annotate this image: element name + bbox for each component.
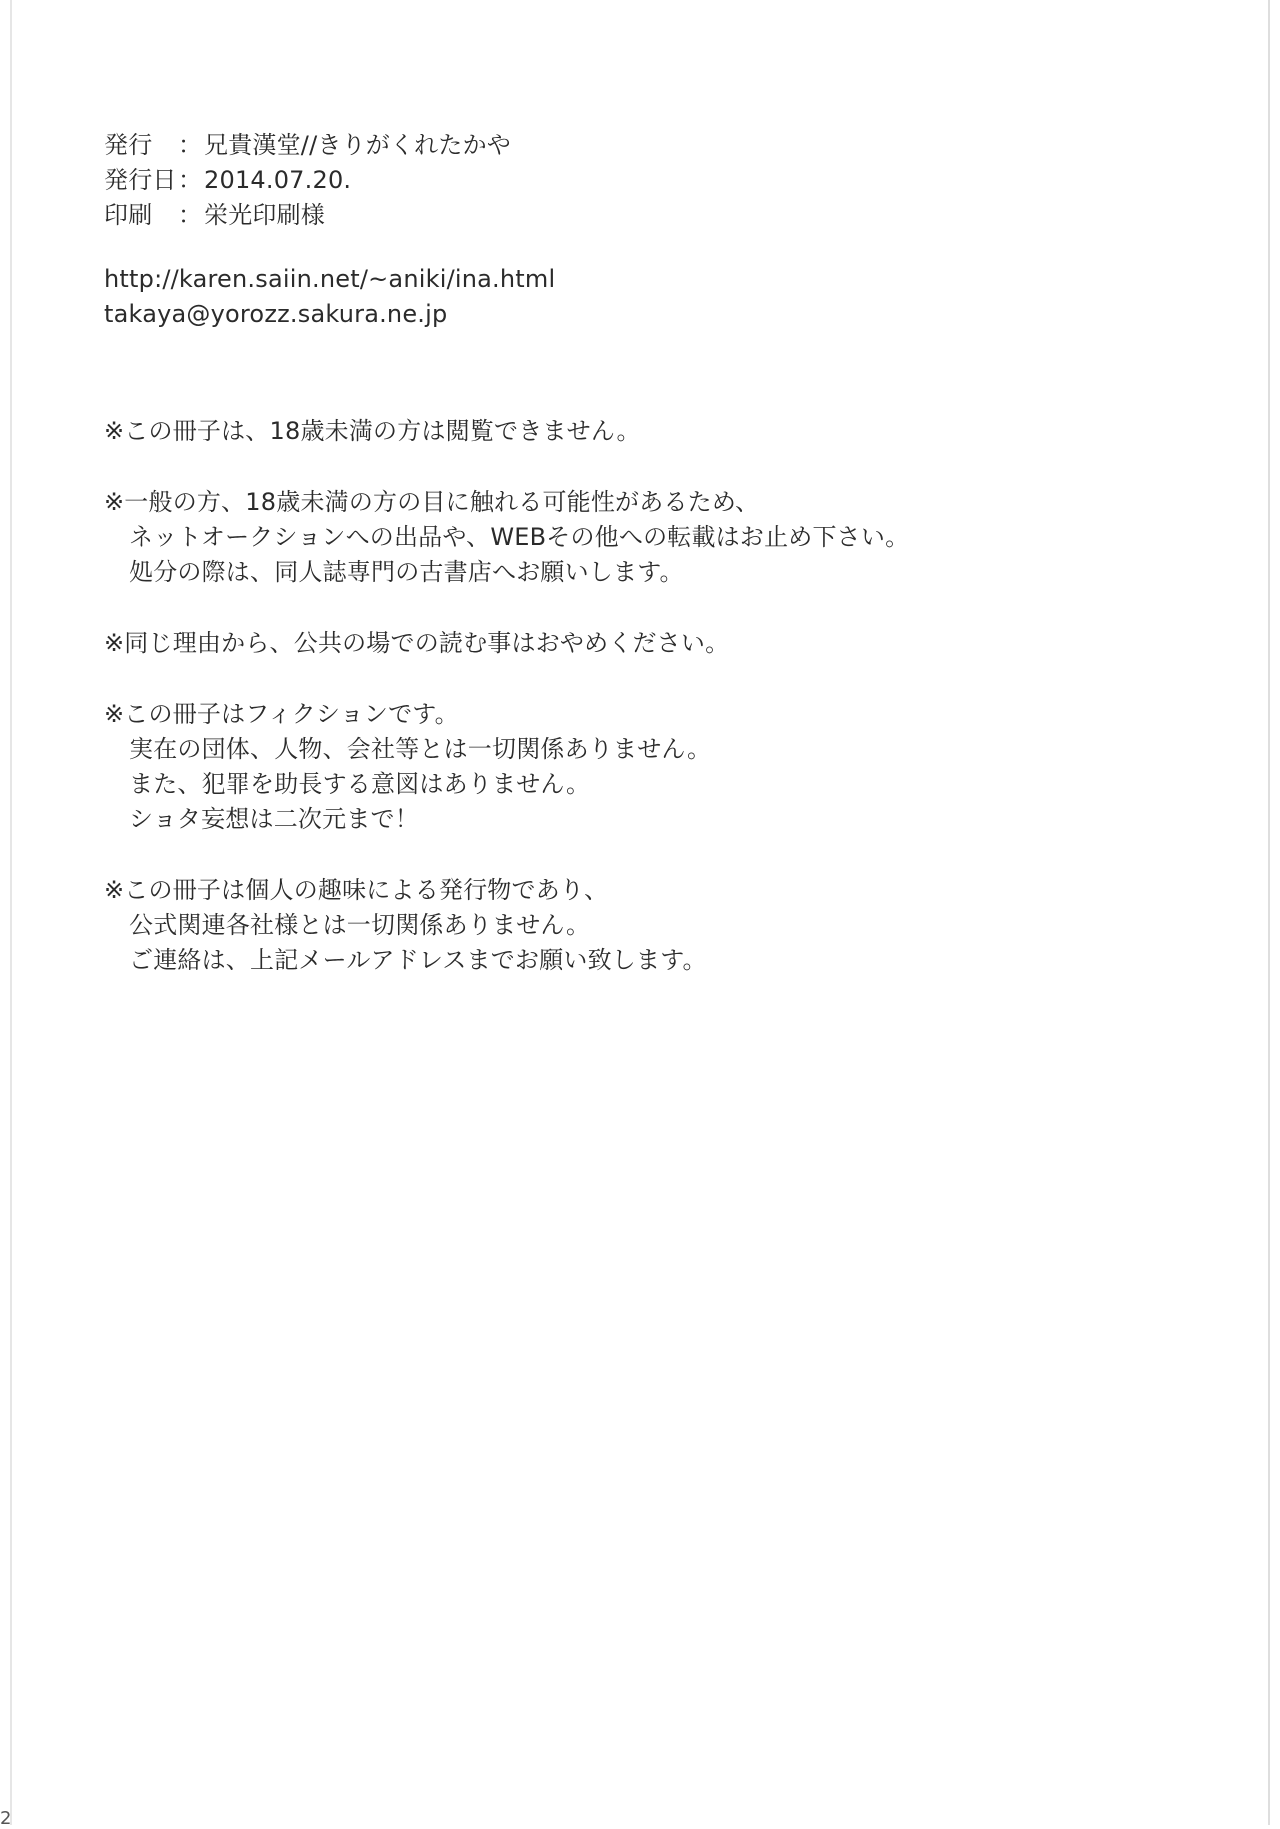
notice-block — [104, 697, 1204, 837]
colophon-publisher-label: 発行 — [104, 131, 153, 159]
notice-line: ※この冊子は個人の趣味による発行物であり、 — [104, 876, 609, 904]
notice-line: ご連絡は、上記メールアドレスまでお願い致します。 — [129, 946, 707, 974]
colophon-date-label: 発行日 — [104, 166, 177, 194]
colophon-date-row — [104, 163, 1204, 198]
colophon-publisher-value: 兄貴漢堂//きりがくれたかや — [204, 131, 511, 159]
colophon-publisher-separator: ： — [178, 131, 203, 159]
colophon-printer-row — [104, 198, 1204, 233]
notice-block — [104, 626, 1204, 661]
notice-line: ※この冊子はフィクションです。 — [104, 700, 459, 728]
colophon-printer-label: 印刷 — [104, 201, 153, 229]
notice-line: 処分の際は、同人誌専門の古書店へお願いします。 — [129, 558, 684, 586]
colophon-date-separator: ： — [178, 166, 203, 194]
website-url: http://karen.saiin.net/~aniki/ina.html — [104, 265, 556, 293]
notice-line: 実在の団体、人物、会社等とは一切関係ありません。 — [129, 735, 712, 763]
email-address: takaya@yorozz.sakura.ne.jp — [104, 300, 448, 328]
page-edge-right — [1268, 0, 1270, 1825]
contact-info — [104, 262, 1204, 332]
notice-line: 公式関連各社様とは一切関係ありません。 — [129, 911, 591, 939]
document-content — [104, 128, 1204, 1014]
notice-block — [104, 485, 1204, 590]
notice-line: ※同じ理由から、公共の場での読む事はおやめください。 — [104, 629, 730, 657]
notice-line: ※一般の方、18歳未満の方の目に触れる可能性があるため、 — [104, 488, 760, 516]
colophon-printer-separator: ： — [178, 201, 203, 229]
notice-block — [104, 414, 1204, 449]
notice-line: また、犯罪を助長する意図はありません。 — [129, 770, 591, 798]
colophon-printer-value: 栄光印刷様 — [204, 201, 325, 229]
notice-line: ※この冊子は、18歳未満の方は閲覧できません。 — [104, 417, 641, 445]
page-number: 2 — [0, 1808, 12, 1829]
page-edge-left — [10, 0, 12, 1825]
notice-line: ショタ妄想は二次元まで！ — [129, 805, 419, 833]
notice-block — [104, 873, 1204, 978]
notices-section — [104, 414, 1204, 978]
colophon-publisher-row — [104, 128, 1204, 163]
colophon — [104, 128, 1204, 233]
notice-line: ネットオークションへの出品や、WEBその他への転載はお止め下さい。 — [129, 523, 910, 551]
colophon-date-value: 2014.07.20. — [204, 166, 352, 194]
